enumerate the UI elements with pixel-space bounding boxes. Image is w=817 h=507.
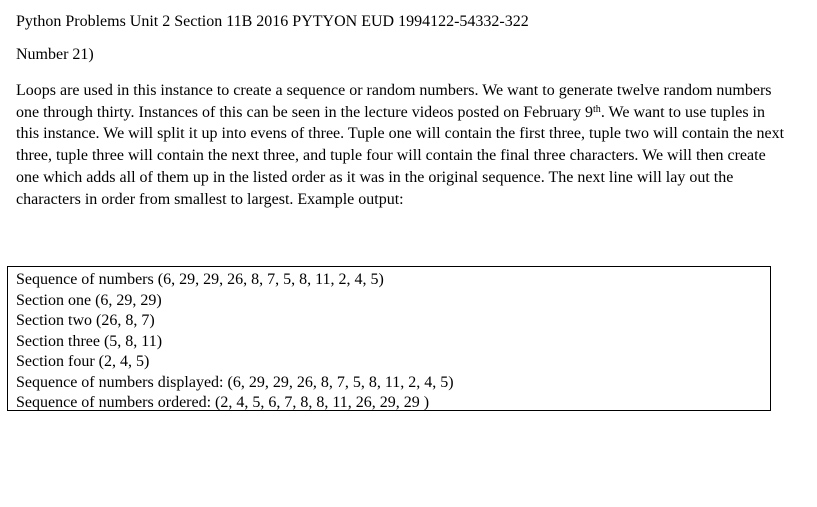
output-line-section-three: Section three (5, 8, 11) [16,332,163,350]
document-header: Python Problems Unit 2 Section 11B 2016 PYTYON EUD 1994122-54332-322 [16,13,529,30]
output-line-section-one: Section one (6, 29, 29) [16,291,162,309]
output-line-ordered: Sequence of numbers ordered: (2, 4, 5, 6, 7, 8, 8, 11, 26, 29, 29 ) [16,394,430,411]
example-output-box [7,266,771,411]
description-text-part2: . We want to use tuples in this instance. We will split it up into evens of three. Tuple one will contain the first three, tuple two will contain the next three, tuple three will contain the next three, and tuple four will contain the final three characters. We will then create one which adds all of them up in the listed order as it was in the original sequence. The next line will lay out the characters in order from smallest to largest. Example output: [16,103,785,208]
output-line-displayed: Sequence of numbers displayed: (6, 29, 29, 26, 8, 7, 5, 8, 11, 2, 4, 5) [16,373,454,391]
problem-number: Number 21) [16,46,94,63]
date-ordinal-suffix: th [593,103,601,115]
description-text-part1: Loops are used in this instance to create a sequence or random numbers. We want to generate twelve random numbers one through thirty. Instances of this can be seen in the lecture videos posted on February 9 [16,82,772,121]
output-line-section-four: Section four (2, 4, 5) [16,353,150,370]
output-line-section-two: Section two (26, 8, 7) [16,312,155,329]
problem-description [16,80,786,210]
output-line-sequence: Sequence of numbers (6, 29, 29, 26, 8, 7, 5, 8, 11, 2, 4, 5) [16,271,384,288]
